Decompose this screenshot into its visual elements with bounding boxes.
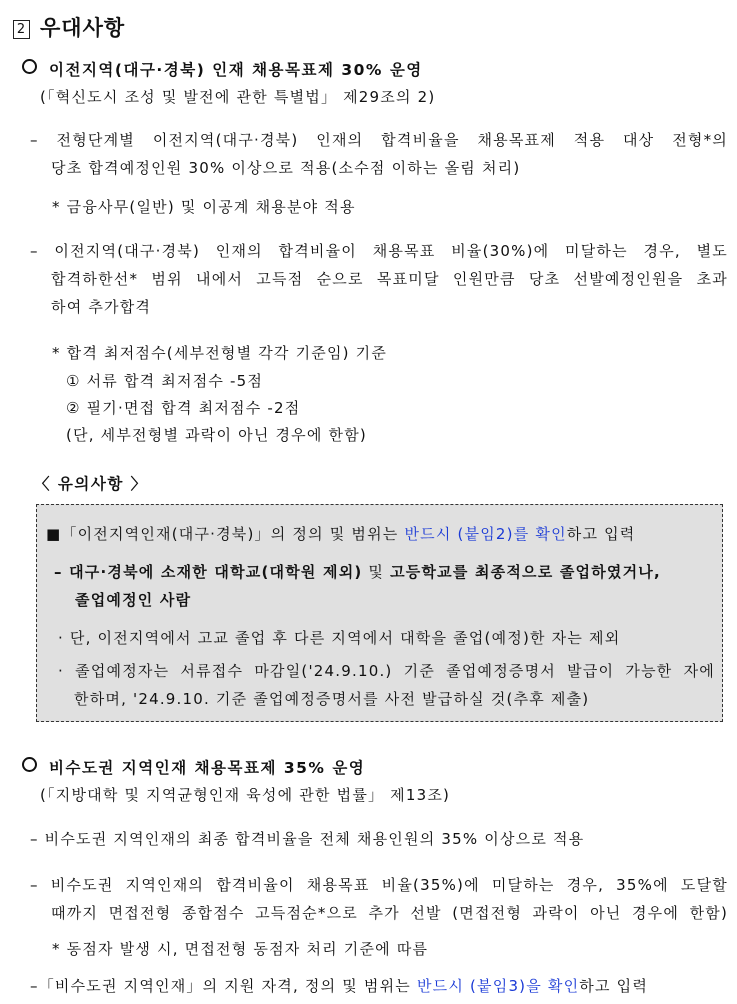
second-item2-line1: – 비수도권 지역인재의 합격비율이 채용목표 비율(35%)에 미달하는 경우, 35%에 도달할	[30, 876, 728, 894]
first-item1-line1: – 전형단계별 이전지역(대구·경북) 인재의 합격비율을 채용목표제 적용 대상 전형*의	[30, 131, 728, 149]
circle-bullet-icon	[22, 59, 37, 74]
notice-line2a: – 대구·경북에 소재한 대학교(대학원 제외) 및 고등학교를 최종적으로 졸업하였거나,	[54, 563, 661, 581]
second-item2-line2: 때까지 면접전형 종합점수 고득점순*으로 추가 선발 (면접전형 과락이 아닌 경우에 한함)	[51, 904, 728, 922]
notice-line2b: 졸업예정인 사람	[75, 591, 192, 609]
first-heading: 이전지역(대구·경북) 인재 채용목표제 30% 운영	[22, 58, 423, 80]
first-item2-line2: 합격하한선* 범위 내에서 고득점 순으로 목표미달 인원만큼 당초 선발예정인원을 초과	[51, 270, 728, 288]
first-item2-line3: 하여 추가합격	[51, 298, 152, 316]
section-title-text: 우대사항	[40, 16, 126, 40]
section-title	[13, 12, 125, 42]
notice-heading: 〈 유의사항 〉	[34, 475, 148, 493]
notice-attachment2-link[interactable]: 반드시 (붙임2)를 확인	[404, 525, 567, 543]
first-note2-item2: ② 필기·면접 합격 최저점수 -2점	[66, 399, 301, 417]
first-note2-title: * 합격 최저점수(세부전형별 각각 기준임) 기준	[52, 344, 388, 362]
first-item2-line1: – 이전지역(대구·경북) 인재의 합격비율이 채용목표 비율(30%)에 미달하는 경우, 별도	[30, 242, 728, 260]
notice-line4b: 한하며, '24.9.10. 기준 졸업예정증명서를 사전 발급하실 것(추후 제출)	[74, 690, 590, 708]
section-number-box: 2	[13, 20, 30, 39]
second-law-reference: (「지방대학 및 지역균형인재 육성에 관한 법률」 제13조)	[40, 786, 451, 804]
first-note2-item3: (단, 세부전형별 과락이 아닌 경우에 한함)	[66, 426, 367, 444]
second-attachment3-link[interactable]: 반드시 (붙임3)을 확인	[416, 977, 580, 995]
second-item1: – 비수도권 지역인재의 최종 합격비율을 전체 채용인원의 35% 이상으로 적용	[30, 830, 585, 848]
second-note: * 동점자 발생 시, 면접전형 동점자 처리 기준에 따름	[52, 940, 429, 958]
first-law-reference: (「혁신도시 조성 및 발전에 관한 특별법」 제29조의 2)	[40, 88, 436, 106]
notice-line1: ■「이전지역인재(대구·경북)」의 정의 및 범위는 반드시 (붙임2)를 확인하고 입력	[46, 525, 636, 543]
second-heading: 비수도권 지역인재 채용목표제 35% 운영	[22, 756, 365, 778]
notice-line4a: · 졸업예정자는 서류접수 마감일('24.9.10.) 기준 졸업예정증명서 발급이 가능한 자에	[58, 662, 715, 680]
first-item1-line2: 당초 합격예정인원 30% 이상으로 적용(소수점 이하는 올림 처리)	[51, 159, 521, 177]
first-note2-item1: ① 서류 합격 최저점수 -5점	[66, 372, 264, 390]
notice-line3: · 단, 이전지역에서 고교 졸업 후 다른 지역에서 대학을 졸업(예정)한 자는 제외	[58, 629, 621, 647]
second-item3: –「비수도권 지역인재」의 지원 자격, 정의 및 범위는 반드시 (붙임3)을 확인하고 입력	[30, 977, 649, 995]
circle-bullet-icon	[22, 757, 37, 772]
first-note1: * 금융사무(일반) 및 이공계 채용분야 적용	[52, 198, 356, 216]
